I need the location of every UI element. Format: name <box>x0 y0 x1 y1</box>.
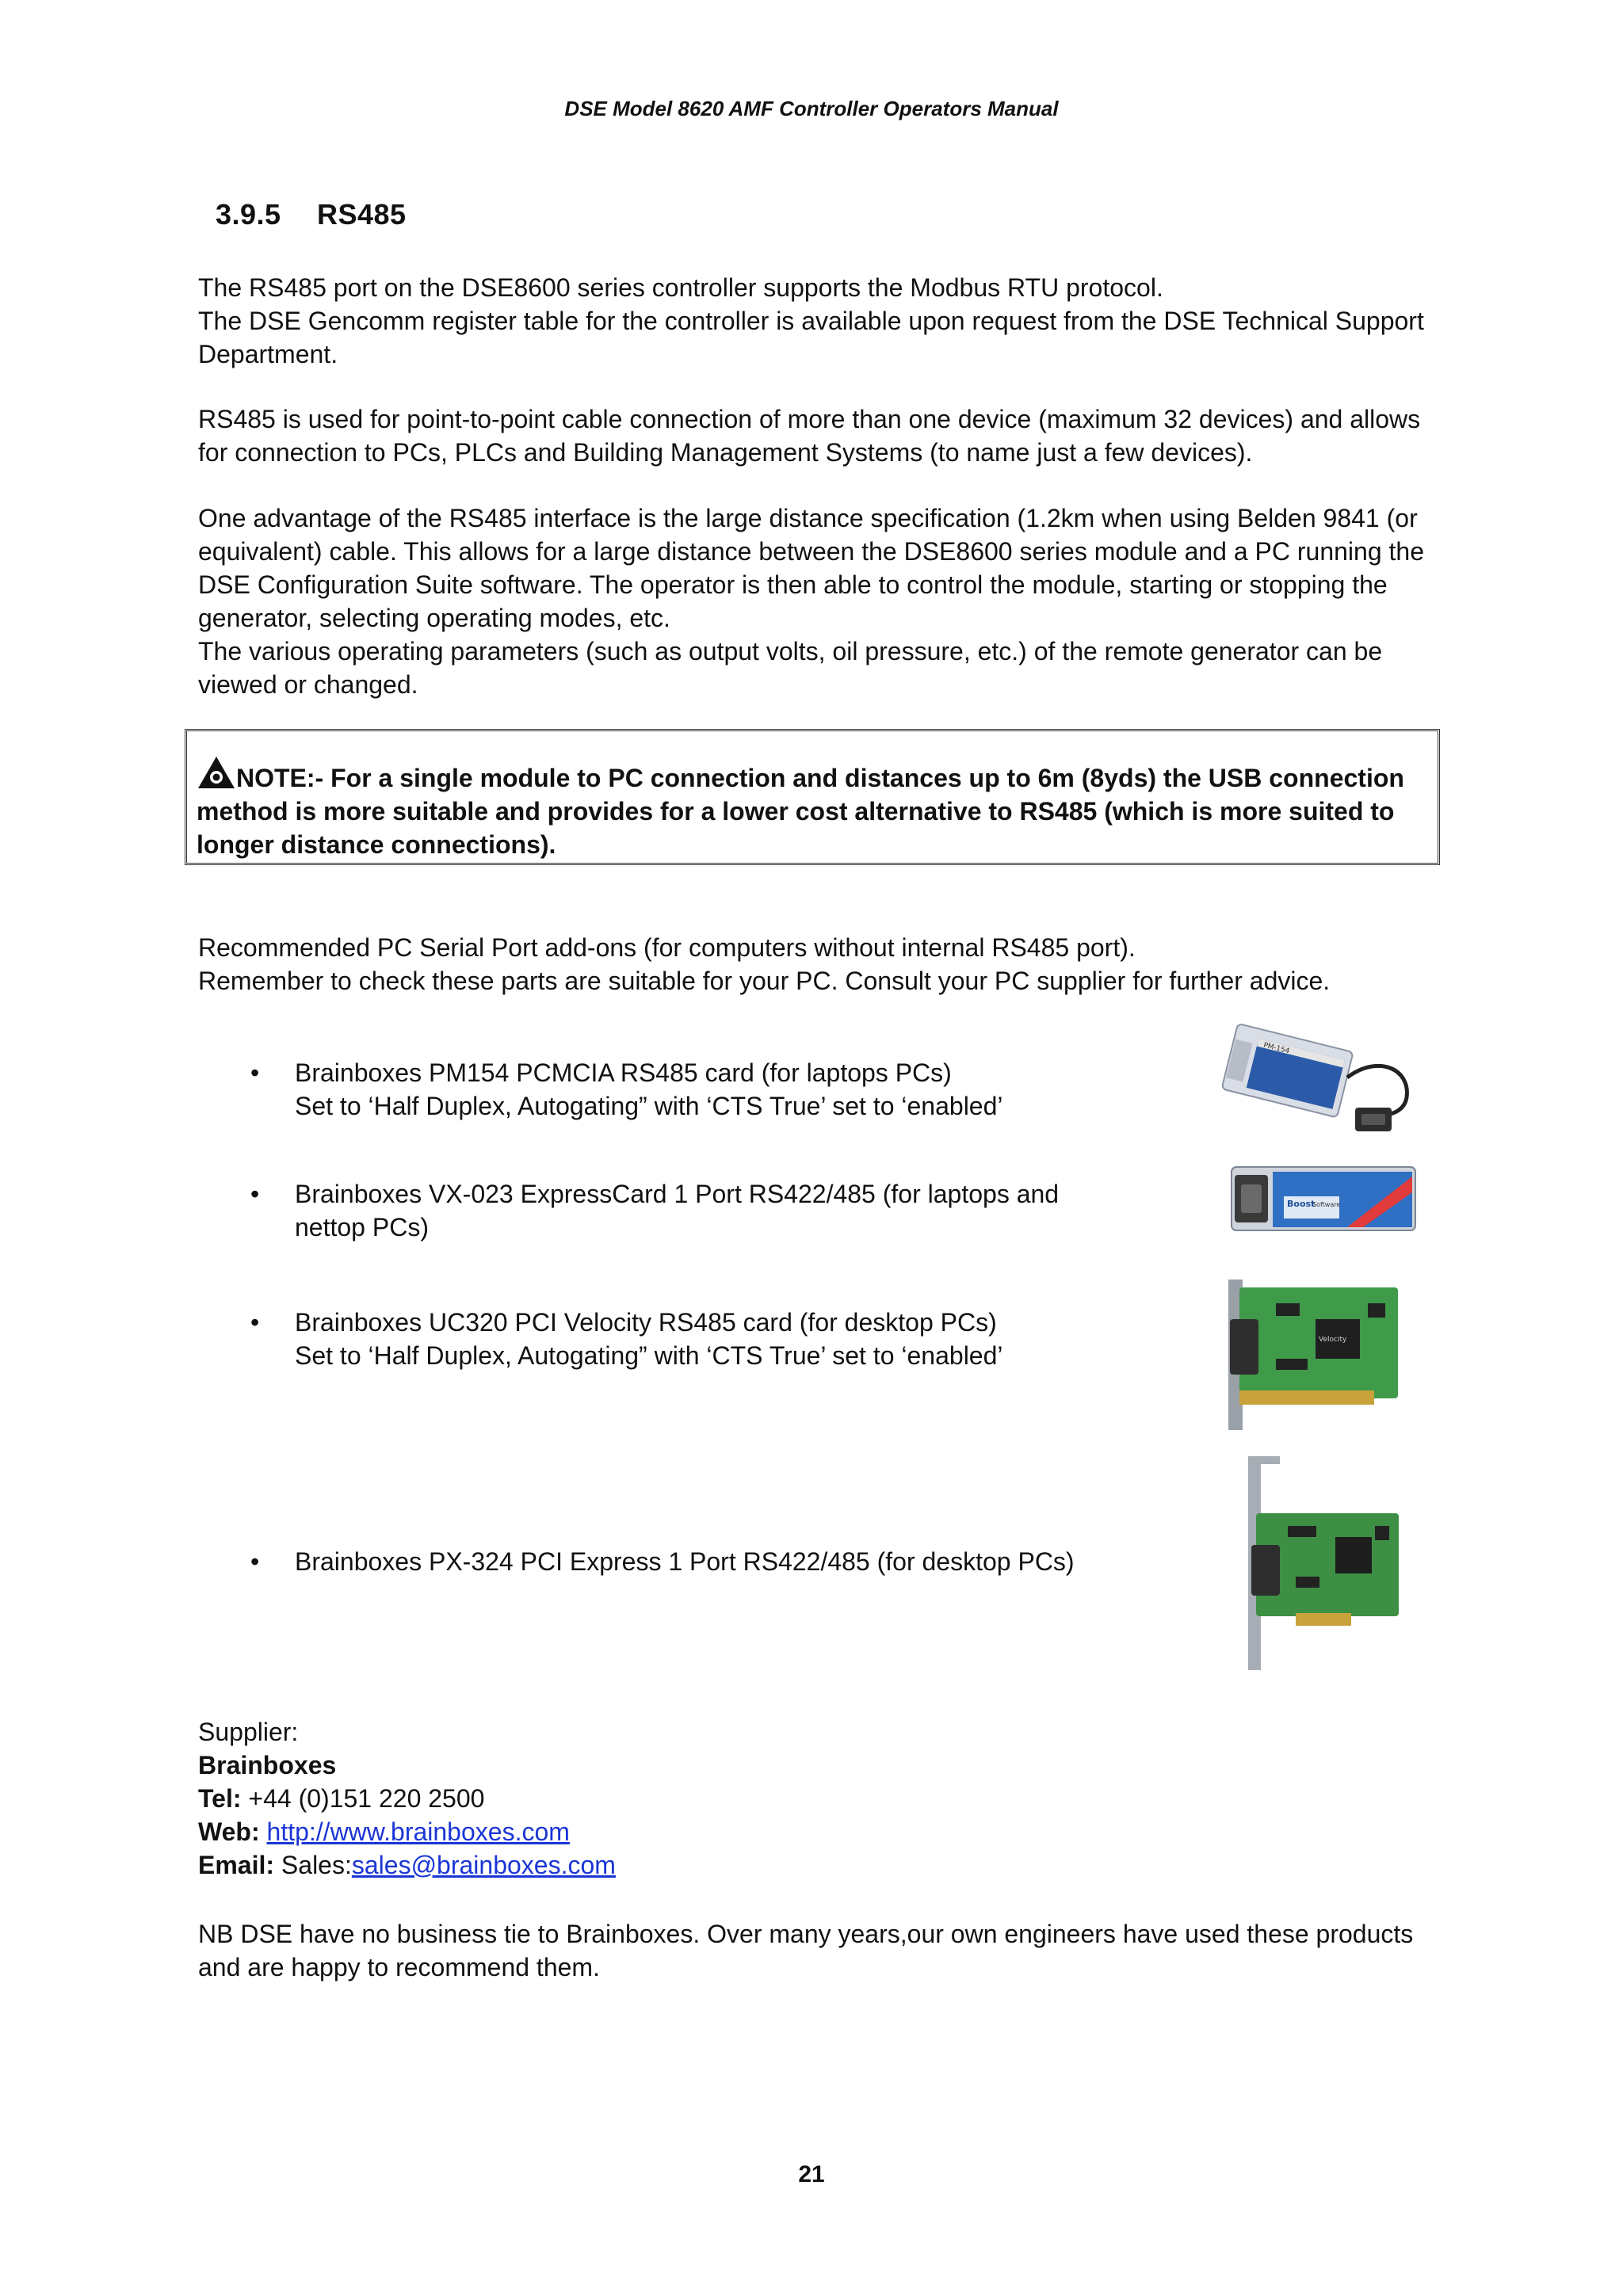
product-setting: Set to ‘Half Duplex, Autogating” with ‘CTS True’ set to ‘enabled’ <box>295 1092 1003 1120</box>
product-setting: Set to ‘Half Duplex, Autogating” with ‘CTS True’ set to ‘enabled’ <box>295 1341 1003 1370</box>
web-link[interactable]: http://www.brainboxes.com <box>266 1817 570 1846</box>
product-name: Brainboxes PM154 PCMCIA RS485 card (for laptops PCs) <box>295 1058 952 1087</box>
bullet-icon: • <box>250 1180 260 1208</box>
uc320-chip-label: Velocity <box>1319 1336 1347 1344</box>
intro-paragraph <box>198 271 1450 371</box>
recommend-line-1: Recommended PC Serial Port add-ons (for computers without internal RS485 port). <box>198 933 1136 962</box>
usage-text: RS485 is used for point-to-point cable connection of more than one device (maximum 32 devices) and allows for connection to PCs, PLCs and Building Management Systems (to name just a few devices). <box>198 405 1421 467</box>
recommend-line-2: Remember to check these parts are suitable for your PC. Consult your PC supplier for further advice. <box>198 967 1331 995</box>
supplier-block <box>198 1715 616 1882</box>
advantage-paragraph <box>198 502 1450 701</box>
warning-icon <box>197 755 236 790</box>
parameters-text: The various operating parameters (such as output volts, oil pressure, etc.) of the remote generator can be viewed or changed. <box>198 637 1383 699</box>
bullet-icon: • <box>250 1058 260 1087</box>
section-title: RS485 <box>317 198 407 231</box>
page-number: 21 <box>798 2161 825 2187</box>
email-link[interactable]: sales@brainboxes.com <box>351 1851 616 1879</box>
supplier-label: Supplier: <box>198 1718 299 1746</box>
supplier-web <box>198 1815 616 1848</box>
note-content <box>197 755 1423 861</box>
product-name: Brainboxes UC320 PCI Velocity RS485 card (for desktop PCs) <box>295 1308 997 1337</box>
intro-line-2: The DSE Gencomm register table for the controller is available upon request from the DSE Technical Support Department. <box>198 307 1424 368</box>
supplier-name: Brainboxes <box>198 1751 337 1779</box>
intro-line-1: The RS485 port on the DSE8600 series controller supports the Modbus RTU protocol. <box>198 273 1163 302</box>
uc320-card-image <box>1212 1272 1403 1438</box>
pm154-card-image <box>1220 1022 1426 1141</box>
supplier-email <box>198 1848 616 1882</box>
vx023-sub: Software <box>1312 1201 1341 1208</box>
note-text: NOTE:- For a single module to PC connection and distances up to 6m (8yds) the USB connection method is more suitable and provides for a lower cost alternative to RS485 (which is more suited to longer distance connections). <box>197 764 1404 859</box>
email-prefix: Sales: <box>281 1851 352 1879</box>
tel-label: Tel: <box>198 1784 242 1813</box>
supplier-tel <box>198 1782 616 1815</box>
running-header: DSE Model 8620 AMF Controller Operators Manual <box>564 97 1059 120</box>
advantage-text: One advantage of the RS485 interface is the large distance specification (1.2km when using Belden 9841 (or equivalent) cable. This allows for a large distance between the DSE8600 series module and a PC running the DSE Configuration Suite software. The operator is then able to control the module, starting or stopping the generator, selecting operating modes, etc. <box>198 504 1424 632</box>
bullet-icon: • <box>250 1547 260 1576</box>
usage-paragraph <box>198 402 1450 469</box>
product-name: Brainboxes VX-023 ExpressCard 1 Port RS422/485 (for laptops and nettop PCs) <box>295 1180 1060 1241</box>
section-heading <box>216 198 407 231</box>
note-box <box>185 729 1440 865</box>
vx023-brand: Boost <box>1287 1199 1316 1209</box>
email-label: Email: <box>198 1851 275 1879</box>
px324-card-image <box>1224 1450 1407 1680</box>
product-name: Brainboxes PX-324 PCI Express 1 Port RS422/485 (for desktop PCs) <box>295 1547 1075 1576</box>
pm154-label: PM-154 <box>1262 1041 1291 1056</box>
recommend-paragraph <box>198 931 1450 997</box>
tel-value: +44 (0)151 220 2500 <box>248 1784 485 1813</box>
bullet-icon: • <box>250 1308 260 1337</box>
web-label: Web: <box>198 1817 260 1846</box>
nb-paragraph: NB DSE have no business tie to Brainboxes. Over many years,our own engineers have used these products and are happy to recommend them. <box>198 1920 1414 1981</box>
section-number: 3.9.5 <box>216 198 281 231</box>
vx023-card-image <box>1228 1161 1419 1236</box>
